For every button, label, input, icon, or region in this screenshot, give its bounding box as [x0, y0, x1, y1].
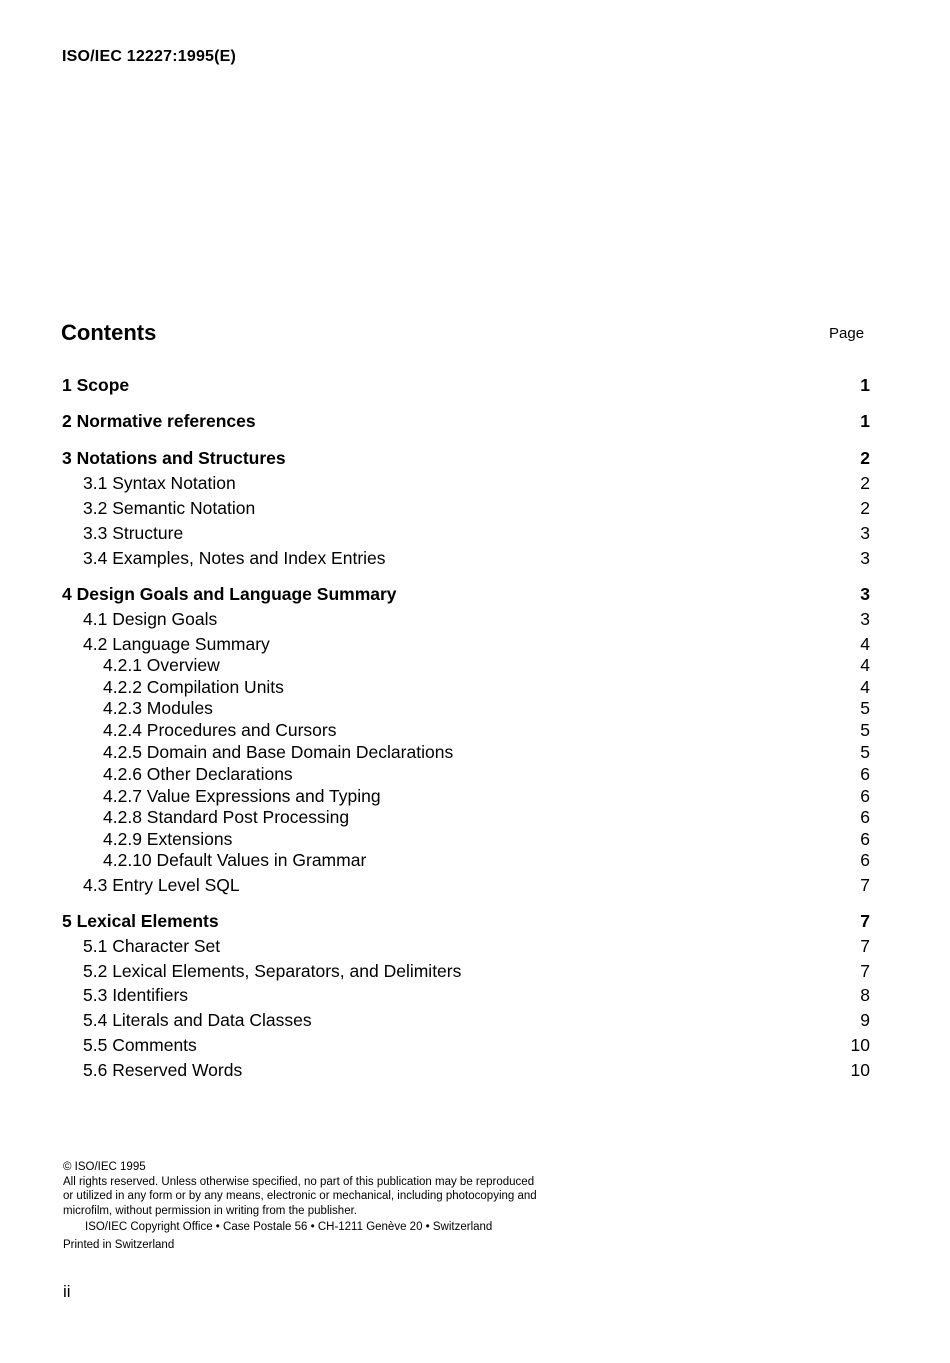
toc-entry-title: 4.2 Language Summary — [83, 633, 270, 654]
toc-entry-title: 4 Design Goals and Language Summary — [62, 583, 397, 604]
toc-entry-title: 4.2.4 Procedures and Cursors — [103, 719, 337, 740]
toc-entry-title: 4.2.2 Compilation Units — [103, 676, 284, 697]
toc-entry-page: 9 — [860, 1009, 870, 1030]
toc-entry-title: 3 Notations and Structures — [62, 447, 286, 468]
toc-entry-page: 8 — [860, 984, 870, 1005]
toc-entry[interactable] — [62, 719, 870, 741]
toc-entry[interactable] — [62, 374, 870, 396]
toc-entry-title: 3.4 Examples, Notes and Index Entries — [83, 547, 386, 568]
toc-entry-title: 4.2.6 Other Declarations — [103, 763, 293, 784]
toc-entry[interactable] — [62, 676, 870, 698]
toc-entry-page: 1 — [860, 374, 870, 395]
toc-entry-title: 5.3 Identifiers — [83, 984, 189, 1005]
toc-entry-page: 3 — [860, 547, 870, 568]
toc-entry-title: 5.2 Lexical Elements, Separators, and Delimiters — [83, 960, 462, 981]
toc-entry[interactable] — [62, 984, 870, 1006]
toc-entry-page: 5 — [860, 719, 870, 740]
toc-entry[interactable] — [62, 447, 870, 469]
toc-entry-title: 4.2.3 Modules — [103, 697, 213, 718]
toc-entry-page: 6 — [860, 849, 870, 870]
toc-entry[interactable] — [62, 1059, 870, 1081]
toc-entry[interactable] — [62, 785, 870, 807]
rights-line-1: All rights reserved. Unless otherwise specified, no part of this publication may be reproduced — [63, 1175, 535, 1188]
contents-heading: Contents — [61, 320, 157, 345]
toc-entry[interactable] — [62, 547, 870, 569]
toc-entry[interactable] — [62, 874, 870, 896]
copyright-office: ISO/IEC Copyright Office • Case Postale 56 • CH-1211 Genève 20 • Switzerland — [85, 1221, 493, 1233]
toc-entry-page: 6 — [860, 828, 870, 849]
toc-entry-page: 4 — [860, 633, 870, 654]
toc-entry-title: 4.2.1 Overview — [103, 654, 220, 675]
toc-entry-title: 4.3 Entry Level SQL — [83, 874, 240, 895]
toc-entry-page: 4 — [860, 654, 870, 675]
document-id: ISO/IEC 12227:1995(E) — [62, 48, 237, 65]
toc-entry[interactable] — [62, 1034, 870, 1056]
toc-entry[interactable] — [62, 763, 870, 785]
toc-entry-title: 3.2 Semantic Notation — [83, 497, 256, 518]
toc-entry[interactable] — [62, 522, 870, 544]
toc-entry-title: 4.2.10 Default Values in Grammar — [103, 849, 367, 870]
toc-entry-page: 4 — [860, 676, 870, 697]
toc-entry-page: 3 — [860, 522, 870, 543]
toc-entry-title: 4.1 Design Goals — [83, 608, 218, 629]
toc-entry-page: 5 — [860, 741, 870, 762]
toc-entry[interactable] — [62, 849, 870, 871]
toc-entry-page: 7 — [860, 935, 870, 956]
toc-entry-title: 2 Normative references — [62, 410, 256, 431]
toc-entry-title: 4.2.8 Standard Post Processing — [103, 806, 350, 827]
page-column-label: Page — [829, 325, 865, 342]
toc-entry[interactable] — [62, 697, 870, 719]
toc-entry-title: 4.2.5 Domain and Base Domain Declarations — [103, 741, 454, 762]
toc-entry[interactable] — [62, 1009, 870, 1031]
rights-line-3: microfilm, without permission in writing from the publisher. — [63, 1204, 357, 1217]
toc-entry[interactable] — [62, 633, 870, 655]
toc-entry-title: 3.1 Syntax Notation — [83, 472, 236, 493]
toc-entry[interactable] — [62, 960, 870, 982]
copyright-block — [63, 1160, 537, 1252]
toc-entry[interactable] — [62, 741, 870, 763]
toc-entry-page: 10 — [850, 1059, 870, 1080]
toc-entry-title: 3.3 Structure — [83, 522, 184, 543]
printed-in: Printed in Switzerland — [63, 1238, 175, 1251]
toc-entry-title: 5.4 Literals and Data Classes — [83, 1009, 312, 1030]
toc-entry-title: 4.2.7 Value Expressions and Typing — [103, 785, 381, 806]
toc-entry-page: 5 — [860, 697, 870, 718]
toc-entry-page: 1 — [860, 410, 870, 431]
toc-entry-title: 1 Scope — [62, 374, 130, 395]
toc-entry-title: 5.1 Character Set — [83, 935, 221, 956]
toc-entry-page: 10 — [850, 1034, 870, 1055]
toc-entry[interactable] — [62, 654, 870, 676]
toc-entry-page: 2 — [860, 497, 870, 518]
toc-entry-page: 7 — [860, 910, 870, 931]
toc-entry-page: 6 — [860, 806, 870, 827]
toc-entry[interactable] — [62, 583, 870, 605]
toc-entry[interactable] — [62, 806, 870, 828]
toc-entry[interactable] — [62, 410, 870, 432]
rights-line-2: or utilized in any form or by any means, electronic or mechanical, including photocopying and — [63, 1190, 537, 1202]
toc-entry-page: 3 — [860, 583, 870, 604]
toc-entry-page: 2 — [860, 472, 870, 493]
toc-entry[interactable] — [62, 608, 870, 630]
toc-entry-title: 5 Lexical Elements — [62, 910, 219, 931]
toc-entry-page: 7 — [860, 960, 870, 981]
toc-entry-page: 6 — [860, 785, 870, 806]
toc-entry[interactable] — [62, 497, 870, 519]
toc-entry-page: 6 — [860, 763, 870, 784]
copyright-line: © ISO/IEC 1995 — [63, 1161, 146, 1173]
toc-entry-page: 2 — [860, 447, 870, 468]
toc-entry-title: 5.5 Comments — [83, 1034, 197, 1055]
toc-entry[interactable] — [62, 828, 870, 850]
toc-entry-page: 7 — [860, 874, 870, 895]
page-number: ii — [63, 1282, 71, 1301]
toc-entry[interactable] — [62, 472, 870, 494]
toc-entry[interactable] — [62, 935, 870, 957]
toc-entry-page: 3 — [860, 608, 870, 629]
toc-entry-title: 4.2.9 Extensions — [103, 828, 233, 849]
toc-entry-title: 5.6 Reserved Words — [83, 1059, 243, 1080]
toc-entry[interactable] — [62, 910, 870, 932]
